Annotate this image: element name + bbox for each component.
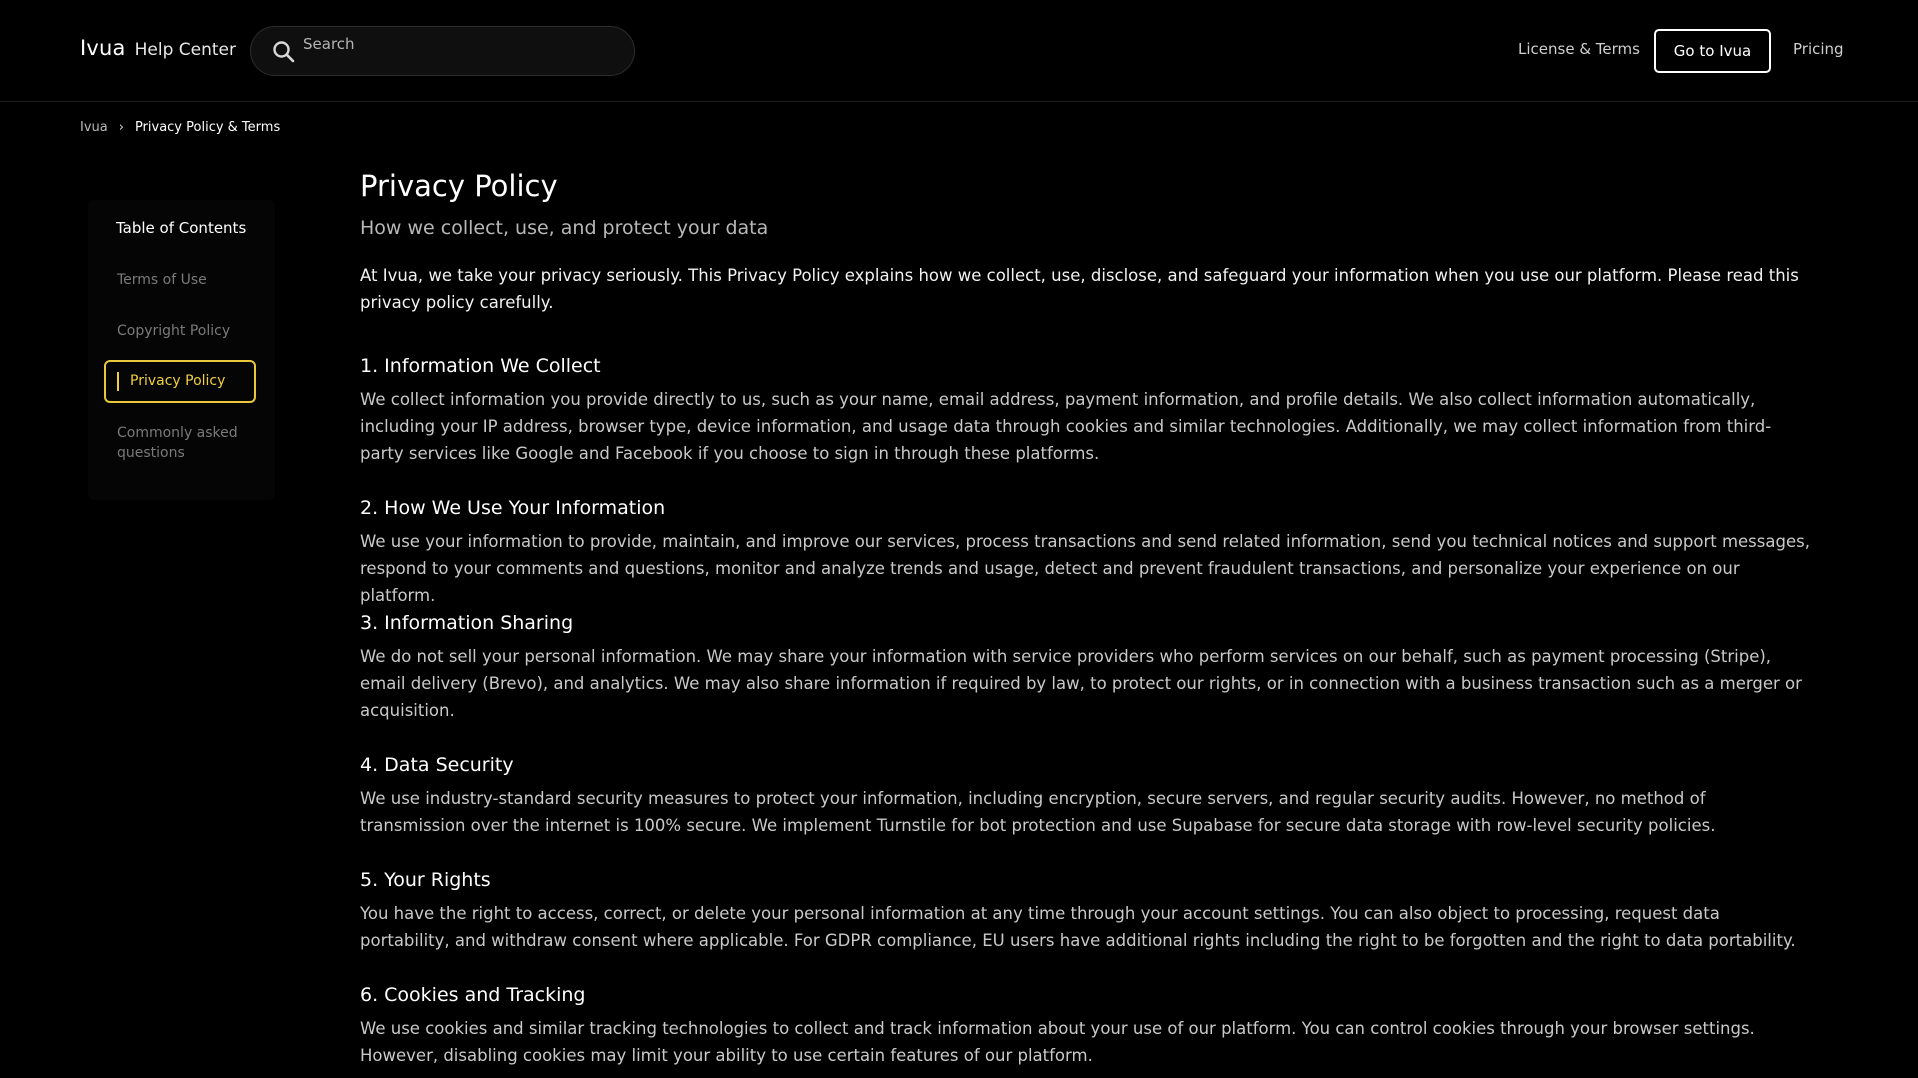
section-title: 6. Cookies and Tracking <box>360 984 586 1006</box>
table-of-contents <box>88 200 275 500</box>
toc-item-commonly-asked-questions[interactable]: Commonly asked questions <box>117 425 238 461</box>
active-indicator <box>117 372 119 391</box>
chevron-right-icon: › <box>118 120 124 135</box>
brand-logo-text[interactable]: Ivua <box>80 36 126 60</box>
nav-pricing[interactable]: Pricing <box>1793 40 1844 58</box>
search-input[interactable] <box>301 21 621 67</box>
toc-item-copyright-policy[interactable]: Copyright Policy <box>117 323 231 339</box>
page-title: Privacy Policy <box>360 169 558 203</box>
section-body: We collect information you provide directly to us, such as your name, email address, payment information, and profile details. We also collect information automatically, including your IP address, browser type, device information, and usage data through cookies and similar technologies. Additionally, we may collect information from third-party services like Google and Facebook if you choose to sign in through these platforms. <box>360 390 1772 463</box>
toc-item-label: Privacy Policy <box>130 373 226 389</box>
section-title: 2. How We Use Your Information <box>360 497 666 519</box>
site-header <box>0 0 1918 102</box>
section-title: 1. Information We Collect <box>360 355 601 377</box>
section-cookies-tracking <box>360 981 1810 1069</box>
search-box[interactable] <box>250 26 635 76</box>
go-to-ivua-button[interactable]: Go to Ivua <box>1654 29 1771 73</box>
section-body: We use cookies and similar tracking technologies to collect and track information about your use of our platform. You can control cookies through your browser settings. However, disabling cookies may limit your ability to use certain features of our platform. <box>360 1019 1755 1065</box>
toc-item-privacy-policy[interactable] <box>104 360 256 403</box>
section-information-we-collect <box>360 352 1810 467</box>
breadcrumb-current: Privacy Policy & Terms <box>134 120 281 135</box>
nav-license-terms[interactable]: License & Terms <box>1518 40 1640 58</box>
intro-paragraph: At Ivua, we take your privacy seriously. This Privacy Policy explains how we collect, use, disclose, and safeguard your information when you use our platform. Please read this privacy policy carefully. <box>360 266 1799 312</box>
section-body: We do not sell your personal information. We may share your information with service providers who perform services on our behalf, such as payment processing (Stripe), email delivery (Brevo), and analytics. We may also share information if required by law, to protect our rights, or in connection with a business transaction such as a merger or acquisition. <box>360 647 1802 720</box>
breadcrumb-home-link[interactable]: Ivua <box>80 120 108 135</box>
section-data-security <box>360 751 1810 839</box>
main-content <box>360 166 1810 1065</box>
toc-item-terms-of-use[interactable]: Terms of Use <box>117 272 207 288</box>
search-icon <box>271 39 297 65</box>
toc-title: Table of Contents <box>116 219 247 237</box>
section-information-sharing <box>360 609 1810 724</box>
page-subtitle: How we collect, use, and protect your data <box>360 217 769 239</box>
section-title: 5. Your Rights <box>360 869 491 891</box>
section-your-rights <box>360 866 1810 954</box>
section-how-we-use <box>360 494 1810 609</box>
section-body: We use your information to provide, maintain, and improve our services, process transactions and send related information, send you technical notices and support messages, respond to your comments and questions, monitor and analyze trends and usage, detect and prevent fraudulent transactions, and personalize your experience on our platform. <box>360 532 1810 605</box>
section-title: 4. Data Security <box>360 754 514 776</box>
brand-subtitle[interactable]: Help Center <box>134 40 236 60</box>
brand[interactable] <box>80 36 236 60</box>
section-title: 3. Information Sharing <box>360 612 574 634</box>
section-body: We use industry-standard security measures to protect your information, including encryption, secure servers, and regular security audits. However, no method of transmission over the internet is 100% secure. We implement Turnstile for bot protection and use Supabase for secure data storage with row-level security policies. <box>360 789 1716 835</box>
breadcrumb <box>80 120 280 135</box>
section-body: You have the right to access, correct, or delete your personal information at any time through your account settings. You can also object to processing, request data portability, and withdraw consent where applicable. For GDPR compliance, EU users have additional rights including the right to be forgotten and the right to data portability. <box>360 904 1796 950</box>
